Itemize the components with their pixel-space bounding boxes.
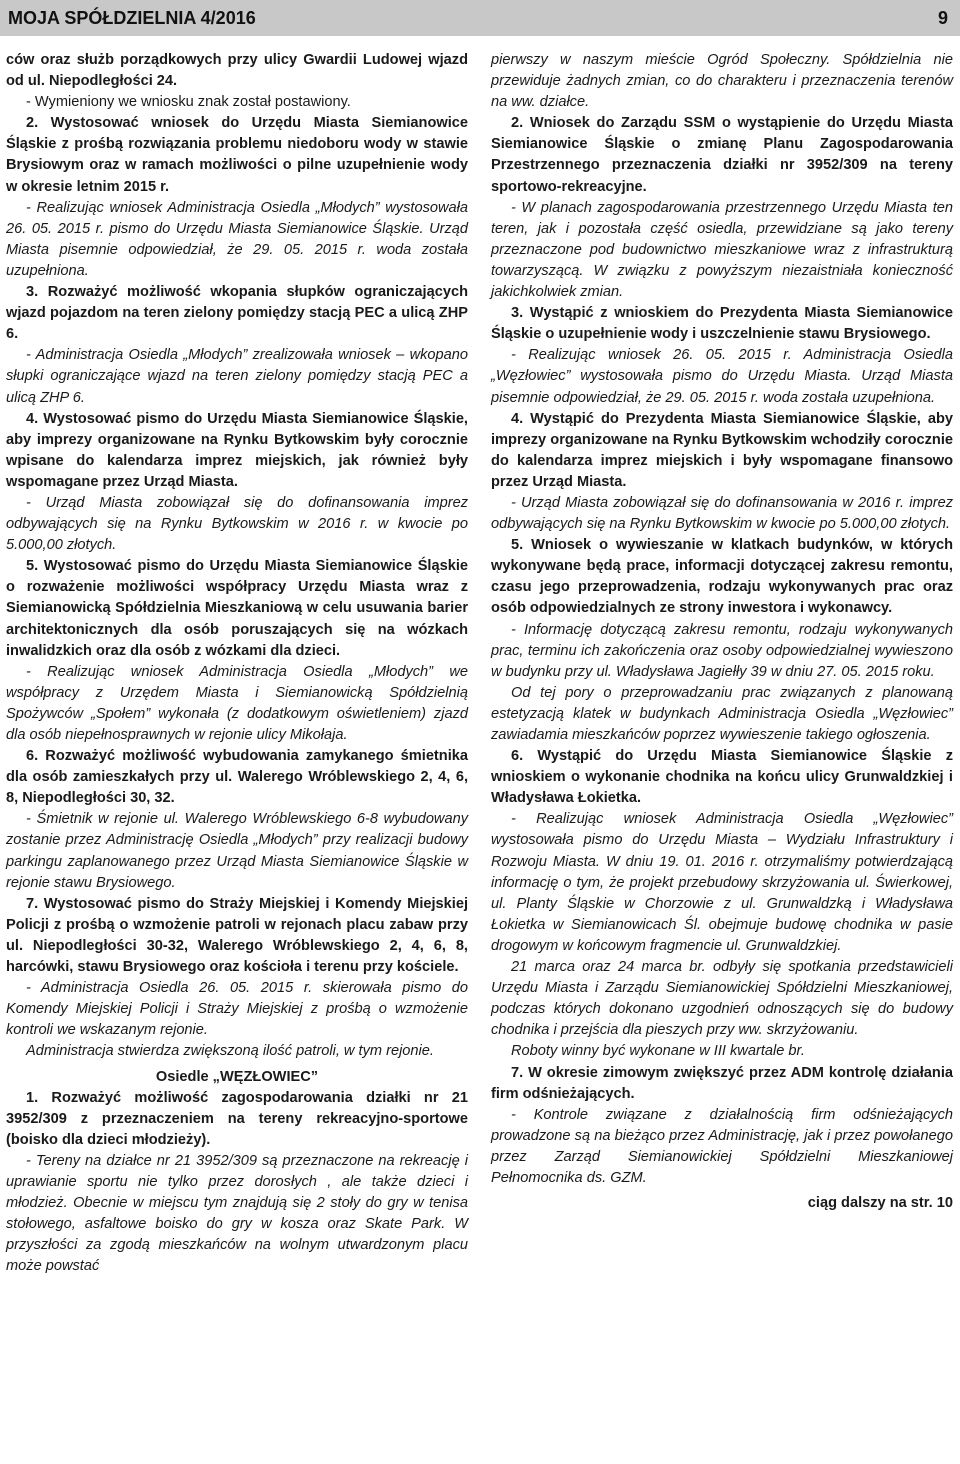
- left-column-paragraph: 1. Rozważyć możliwość zagospodarowania działki nr 21 3952/309 z przeznaczeniem na tereny rekreacyjno-sportowe (boisko dla dzieci młodzieży).: [6, 1089, 468, 1148]
- left-column-paragraph: - Realizując wniosek Administracja Osiedla „Młodych” we współpracy z Urzędem Miasta i Siemianowicką Spółdzielnią Spożywców „Społem” wykonała (z dodatkowym oświetleniem) zjazd dla osób niepełnosprawnych w rejonie ulicy Mikołaja.: [6, 663, 468, 743]
- right-column-paragraph: Roboty winny być wykonane w III kwartale br.: [511, 1043, 805, 1060]
- right-column-paragraph: 2. Wniosek do Zarządu SSM o wystąpienie do Urzędu Miasta Siemianowice Śląskie o zmianę Planu Zagospodarowania Przestrzennego przeznaczenia działki nr 3952/309 na tereny sportowo-rekreacyjne.: [491, 115, 953, 195]
- magazine-title: MOJA SPÓŁDZIELNIA 4/2016: [8, 7, 256, 28]
- right-column-paragraph: 3. Wystąpić z wnioskiem do Prezydenta Miasta Siemianowice Śląskie o uzupełnienie wody i uszczelnienie stawu Brysiowego.: [491, 305, 953, 343]
- left-column-paragraph: 6. Rozważyć możliwość wybudowania zamykanego śmietnika dla osób zamieszkałych przy ul. Walerego Wróblewskiego 2, 4, 6, 8, Niepodległości 30, 32.: [6, 748, 468, 807]
- right-column-paragraph: 7. W okresie zimowym zwiększyć przez ADM kontrolę działania firm odśnieżających.: [491, 1064, 953, 1102]
- left-column-paragraph: - Administracja Osiedla „Młodych” zrealizowała wniosek – wkopano słupki ograniczające wjazd na teren zielony pomiędzy stacją PEC a ulicą ZHP 6.: [6, 347, 468, 406]
- page-header: [0, 0, 960, 36]
- right-column-paragraph: - Kontrole związane z działalnością firm odśnieżających prowadzone są na bieżąco przez Administrację, jak i przez powołanego przez Zarząd Siemianowickiej Spółdzielni Mieszkaniowej Pełnomocnika ds. GZM.: [491, 1106, 953, 1186]
- left-column-paragraph: 2. Wystosować wniosek do Urzędu Miasta Siemianowice Śląskie z prośbą rozwiązania problemu niedoboru wody w stawie Brysiowym oraz w ramach możliwości o pilne uzupełnienie wody w okresie letnim 2015 r.: [6, 115, 468, 195]
- right-column-paragraph: - Urząd Miasta zobowiązał się do dofinansowania w 2016 r. imprez odbywających się na Rynku Bytkowskim w kwocie po 5.000,00 złotych.: [491, 494, 953, 533]
- left-column-paragraph: Osiedle „WĘZŁOWIEC”: [155, 1068, 319, 1085]
- left-column-paragraph: 3. Rozważyć możliwość wkopania słupków ograniczających wjazd pojazdom na teren zielony pomiędzy stacją PEC a ulicą ZHP 6.: [6, 284, 468, 343]
- left-column-paragraph: 7. Wystosować pismo do Straży Miejskiej i Komendy Miejskiej Policji z prośbą o wzmożenie patroli w rejonach placu zabaw przy ul. Niepodległości 30-32, Walerego Wróblewskiego 2, 4, 6, 8, harcówki, stawu Brysiowego oraz kościoła i terenu przy kościele.: [6, 895, 468, 976]
- right-column-paragraph: ciąg dalszy na str. 10: [807, 1195, 953, 1212]
- left-column-paragraph: - Śmietnik w rejonie ul. Walerego Wróblewskiego 6-8 wybudowany zostanie przez Administrację Osiedla „Młodych” przy realizacji budowy parkingu zaplanowanego przez Urząd Miasta Siemianowice Śląskie w rejonie stawu Brysiowego.: [6, 811, 468, 891]
- right-column-paragraph: pierwszy w naszym mieście Ogród Społeczny. Spółdzielnia nie przewiduje żadnych zmian, co do charakteru i przeznaczenia terenów na ww. działce.: [491, 52, 953, 111]
- right-column-paragraph: 4. Wystąpić do Prezydenta Miasta Siemianowice Śląskie, aby imprezy organizowane na Rynku Bytkowskim wchodziły corocznie do kalendarza imprez miejskich i były wspomagane finansowo przez Urząd Miasta.: [491, 410, 953, 490]
- left-column-paragraph: - Urząd Miasta zobowiązał się do dofinansowania imprez odbywających się na Rynku Bytkowskim w 2016 r. w kwocie po 5.000,00 złotych.: [6, 494, 468, 554]
- left-column-paragraph: ców oraz służb porządkowych przy ulicy Gwardii Ludowej wjazd od ul. Niepodległości 24.: [6, 52, 468, 90]
- left-column: [6, 50, 468, 1277]
- right-column-paragraph: 21 marca oraz 24 marca br. odbyły się spotkania przedstawicieli Urzędu Miasta i Zarządu Siemianowickiej Spółdzielni Mieszkaniowej, podczas których dokonano uzgodnień odnoszących się do budowy chodnika i przejścia dla pieszych przy ww. skrzyżowaniu.: [491, 959, 953, 1039]
- right-column-paragraph: 5. Wniosek o wywieszanie w klatkach budynków, w których wykonywane będą prace, informacji dotyczącej zakresu remontu, czasu jego przeprowadzenia, rodzaju wykonywanych prac oraz osób odpowiedzialnych ze strony inwestora i wykonawcy.: [491, 537, 953, 617]
- left-column-paragraph: - Wymieniony we wniosku znak został postawiony.: [26, 94, 351, 111]
- right-column-paragraph: - Informację dotyczącą zakresu remontu, rodzaju wykonywanych prac, terminu ich zakończenia oraz osoby odpowiedzialnej wywieszono w budynku przy ul. Władysława Jagiełły 39 w dniu 27. 05. 2015 roku.: [491, 621, 953, 680]
- right-column-paragraph: Od tej pory o przeprowadzaniu prac związanych z planowaną estetyzacją klatek w budynkach Administracja Osiedla „Węzłowiec” zawiadamia mieszkańców poprzez wywieszenie takiego ogłoszenia.: [491, 684, 953, 743]
- left-column-paragraph: 4. Wystosować pismo do Urzędu Miasta Siemianowice Śląskie, aby imprezy organizowane na Rynku Bytkowskim były corocznie wpisane do kalendarza imprez miejskich, jak również były wspomagane przez Urząd Miasta.: [6, 410, 468, 490]
- left-column-paragraph: - Realizując wniosek Administracja Osiedla „Młodych” wystosowała 26. 05. 2015 r. pismo do Urzędu Miasta Siemianowice Śląskie. Urząd Miasta pisemnie odpowiedział, że 29. 05. 2015 r. woda została uzupełniona.: [6, 199, 468, 279]
- page-number: 9: [937, 7, 948, 28]
- left-column-paragraph: Administracja stwierdza zwiększoną ilość patroli, w tym rejonie.: [26, 1043, 434, 1060]
- right-column-paragraph: - Realizując wniosek 26. 05. 2015 r. Administracja Osiedla „Węzłowiec” wystosowała pismo do Urzędu Miasta. Urząd Miasta pisemnie odpowiedział, że 29. 05. 2015 r. woda została uzupełniona.: [491, 347, 953, 406]
- right-column-paragraph: - W planach zagospodarowania przestrzennego Urzędu Miasta ten teren, jak i pozostała część osiedla, przewidziane są jako tereny przeznaczone pod budownictwo mieszkaniowe wraz z infrastrukturą towarzyszącą. W związku z powyższym niezaistniała konieczność jakichkolwiek zmian.: [491, 199, 953, 301]
- left-column-paragraph: 5. Wystosować pismo do Urzędu Miasta Siemianowice Śląskie o rozważenie możliwości współpracy Urzędu Miasta wraz z Siemianowicką Spółdzielnia Mieszkaniową w celu usuwania barier architektonicznych dla osób poruszających się na wózkach inwalidzkich oraz dla osób z wózkami dla dzieci.: [6, 558, 468, 659]
- left-column-paragraph: - Tereny na działce nr 21 3952/309 są przeznaczone na rekreację i uprawianie sportu nie tylko przez dorosłych , ale także dzieci i młodzież. Obecnie w miejscu tym znajdują się 2 stoły do gry w tenisa stołowego, asfaltowe boisko do gry w kosza oraz Skate Park. W przyszłości za zgodą mieszkańców na wolnym utwardzonym placu może powstać: [6, 1152, 468, 1275]
- right-column-paragraph: - Realizując wniosek Administracja Osiedla „Węzłowiec” wystosowała pismo do Urzędu Miasta – Wydziału Infrastruktury i Rozwoju Miasta. W dniu 19. 01. 2016 r. otrzymaliśmy potwierdzającą informację o tym, że projekt przebudowy skrzyżowania ul. Świerkowej, ul. Planty Śląskie w Chorzowie z ul. Grunwaldzką i Władysława Łokietka w Siemianowicach Śl. obejmuje budowę chodnika w pasie drogowym w końcowym fragmencie ul. Grunwaldzkiej.: [491, 811, 953, 954]
- right-column: [491, 50, 953, 1214]
- right-column-paragraph: 6. Wystąpić do Urzędu Miasta Siemianowice Śląskie z wnioskiem o wykonanie chodnika na końcu ulicy Grunwaldzkiej i Władysława Łokietka.: [491, 748, 953, 807]
- left-column-paragraph: - Administracja Osiedla 26. 05. 2015 r. skierowała pismo do Komendy Miejskiej Policji i Straży Miejskiej z prośbą o wzmożenie kontroli we wskazanym rejonie.: [6, 980, 468, 1039]
